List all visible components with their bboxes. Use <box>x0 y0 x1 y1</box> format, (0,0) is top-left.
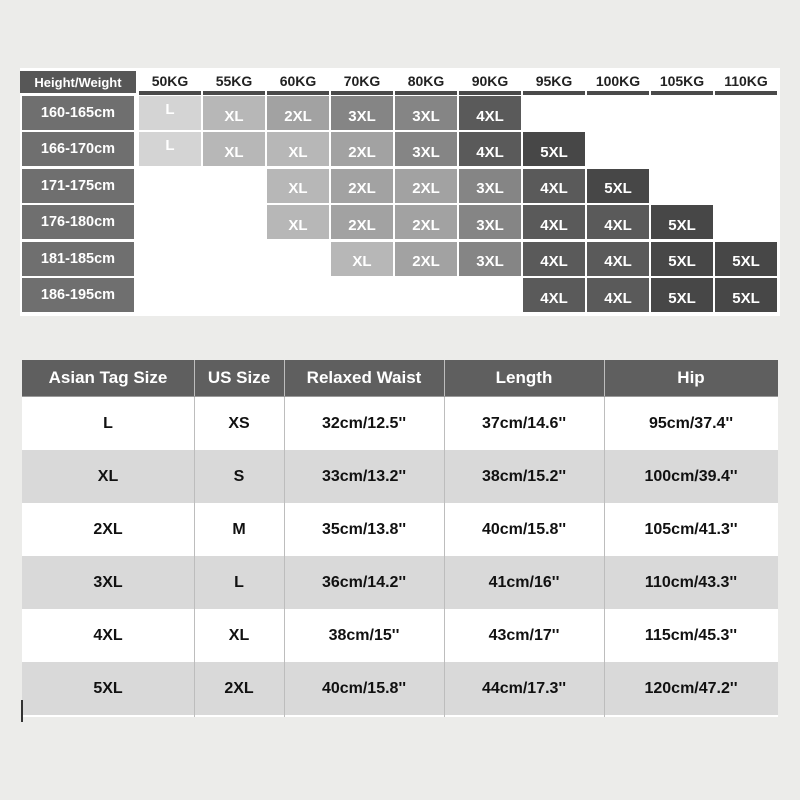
size-cell: 3XL <box>459 205 521 239</box>
table-cell: 40cm/15.8'' <box>481 520 567 538</box>
table-cell: XS <box>228 414 250 432</box>
table-cell: 110cm/43.3'' <box>644 573 738 591</box>
size-cell: 5XL <box>651 242 713 276</box>
size-cell: 5XL <box>587 169 649 203</box>
height-row-label: 171-175cm <box>22 169 134 203</box>
size-cell: 3XL <box>395 132 457 166</box>
size-cell: 5XL <box>715 242 777 276</box>
table-cell: 105cm/41.3'' <box>644 520 738 538</box>
size-cell: XL <box>203 132 265 166</box>
size-cell: 5XL <box>651 205 713 239</box>
table-cell: 38cm/15.2'' <box>481 467 567 485</box>
size-table-column-header: US Size <box>207 368 271 387</box>
size-cell: 5XL <box>523 132 585 166</box>
height-row-label: 181-185cm <box>22 242 134 276</box>
size-cell: L <box>139 132 201 166</box>
size-table-header <box>22 360 778 396</box>
height-row-label: 166-170cm <box>22 132 134 166</box>
weight-column-header: 100KG <box>587 71 649 95</box>
size-cell: 2XL <box>331 205 393 239</box>
size-cell: 4XL <box>523 278 585 312</box>
weight-column-header: 55KG <box>203 71 265 95</box>
table-cell: L <box>234 573 244 591</box>
table-cell: 100cm/39.4'' <box>644 467 738 485</box>
height-weight-size-chart <box>20 68 780 316</box>
size-cell: 2XL <box>267 96 329 130</box>
weight-column-header: 105KG <box>651 71 713 95</box>
size-cell: 4XL <box>587 205 649 239</box>
table-cell: XL <box>228 626 250 644</box>
size-table-column-header: Hip <box>677 368 705 387</box>
column-divider <box>194 360 195 717</box>
size-table-column-header: Relaxed Waist <box>306 368 422 387</box>
table-row <box>22 609 778 662</box>
weight-column-header: 95KG <box>523 71 585 95</box>
weight-column-header: 50KG <box>139 71 201 95</box>
table-row <box>22 397 778 450</box>
height-row-label: 186-195cm <box>22 278 134 312</box>
table-cell: 2XL <box>224 679 254 697</box>
size-cell: 4XL <box>523 169 585 203</box>
size-cell: 4XL <box>523 205 585 239</box>
size-cell: 4XL <box>523 242 585 276</box>
table-edge-mark <box>21 700 23 722</box>
size-cell: XL <box>331 242 393 276</box>
size-measurement-table <box>22 360 778 717</box>
size-cell: 4XL <box>459 132 521 166</box>
size-cell: 2XL <box>331 169 393 203</box>
size-cell: 3XL <box>331 96 393 130</box>
column-divider <box>604 360 605 717</box>
size-cell: 5XL <box>715 278 777 312</box>
column-divider <box>284 360 285 717</box>
table-cell: 120cm/47.2'' <box>644 679 738 697</box>
column-divider <box>444 360 445 717</box>
weight-column-header: 80KG <box>395 71 457 95</box>
table-row <box>22 662 778 715</box>
table-cell: 2XL <box>93 520 123 538</box>
size-cell: 4XL <box>587 278 649 312</box>
size-table-column-header: Length <box>495 368 553 387</box>
table-cell: 43cm/17'' <box>488 626 560 644</box>
table-cell: 36cm/14.2'' <box>321 573 407 591</box>
table-cell: 4XL <box>93 626 123 644</box>
size-cell: 4XL <box>587 242 649 276</box>
weight-column-header: 70KG <box>331 71 393 95</box>
size-cell: 3XL <box>395 96 457 130</box>
table-cell: 3XL <box>93 573 123 591</box>
table-cell: 5XL <box>93 679 123 697</box>
table-cell: M <box>232 520 246 538</box>
size-cell: 3XL <box>459 242 521 276</box>
table-cell: L <box>103 414 113 432</box>
size-cell: L <box>139 96 201 130</box>
table-row <box>22 503 778 556</box>
table-cell: 35cm/13.8'' <box>321 520 407 538</box>
table-cell: 37cm/14.6'' <box>481 414 567 432</box>
size-table-column-header: Asian Tag Size <box>48 368 168 387</box>
weight-column-header: 90KG <box>459 71 521 95</box>
height-weight-corner-label: Height/Weight <box>20 71 136 93</box>
weight-column-header: 60KG <box>267 71 329 95</box>
size-cell: XL <box>267 205 329 239</box>
size-cell: 5XL <box>651 278 713 312</box>
table-cell: 44cm/17.3'' <box>481 679 567 697</box>
size-cell: 2XL <box>331 132 393 166</box>
table-cell: 40cm/15.8'' <box>321 679 407 697</box>
size-cell: 4XL <box>459 96 521 130</box>
size-cell: 2XL <box>395 169 457 203</box>
table-cell: 41cm/16'' <box>488 573 560 591</box>
table-row <box>22 450 778 503</box>
weight-column-header: 110KG <box>715 71 777 95</box>
table-cell: 38cm/15'' <box>328 626 400 644</box>
header-divider <box>22 396 778 397</box>
size-cell: 3XL <box>459 169 521 203</box>
table-cell: XL <box>97 467 119 485</box>
height-row-label: 160-165cm <box>22 96 134 130</box>
table-cell: 32cm/12.5'' <box>321 414 407 432</box>
size-cell: 2XL <box>395 205 457 239</box>
table-cell: 115cm/45.3'' <box>644 626 738 644</box>
table-row <box>22 556 778 609</box>
size-cell: XL <box>267 132 329 166</box>
size-cell: 2XL <box>395 242 457 276</box>
table-cell: S <box>233 467 245 485</box>
table-cell: 33cm/13.2'' <box>321 467 407 485</box>
height-row-label: 176-180cm <box>22 205 134 239</box>
table-cell: 95cm/37.4'' <box>648 414 734 432</box>
size-cell: XL <box>203 96 265 130</box>
size-cell: XL <box>267 169 329 203</box>
